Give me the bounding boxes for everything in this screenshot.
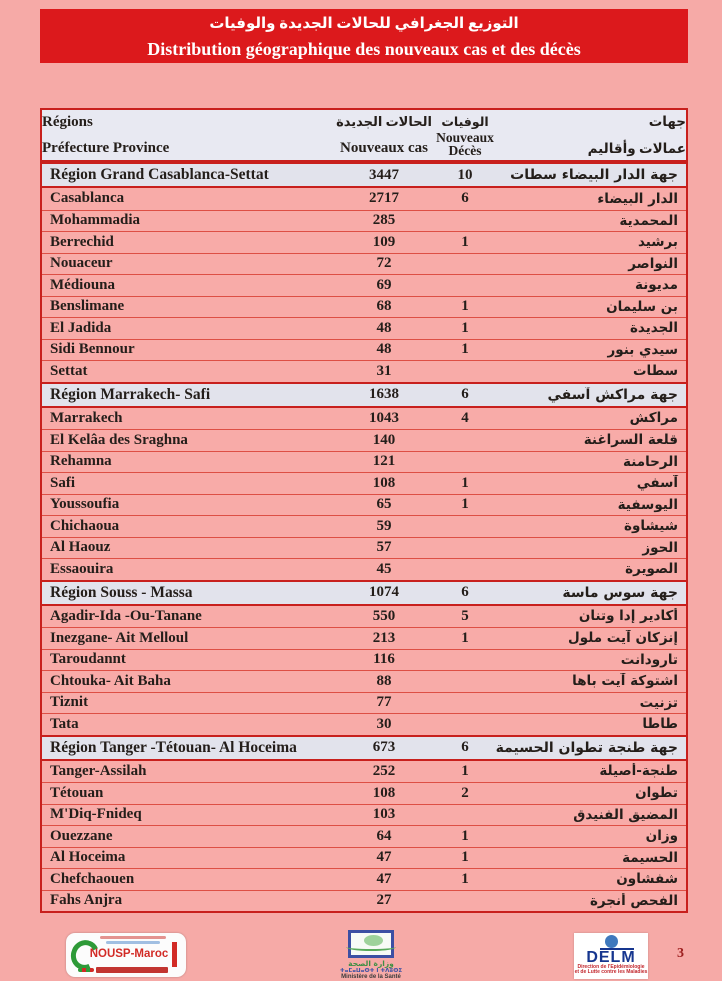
new-deaths-cell: 4 [461,409,469,426]
prefecture-row [42,317,686,339]
nousp-fineprint-top [100,936,166,939]
arabic-name-cell: طنجة-أصيلة [599,763,678,780]
arabic-name-cell: الفحص أنجرة [589,892,678,909]
arabic-name-cell: شفشاون [616,871,678,888]
new-deaths-cell: 1 [461,319,469,336]
arabic-name-cell: جهة مراكش آسفي [547,386,678,403]
header-jihat-label: جهات [648,114,686,129]
prefecture-name-cell: Ouezzane [50,827,113,844]
ministry-emblem [348,930,394,958]
new-cases-cell: 108 [372,784,396,801]
region-summary-row [42,735,686,761]
prefecture-name-cell: Sidi Bennour [50,341,135,358]
new-cases-cell: 64 [376,827,392,844]
header-regions-label: Régions [42,114,93,130]
prefecture-row [42,692,686,714]
delm-logo-text: DELM [586,948,636,966]
prefecture-row [42,782,686,804]
new-deaths-cell: 1 [461,474,469,491]
new-deaths-cell: 1 [461,629,469,646]
arabic-name-cell: طاطا [642,716,678,733]
prefecture-row [42,360,686,382]
region-summary-row [42,162,686,188]
title-banner [40,9,688,63]
arabic-name-cell: مديونة [635,277,678,294]
new-cases-cell: 72 [376,255,392,272]
prefecture-name-cell: Tiznit [50,694,89,711]
new-cases-cell: 31 [376,362,392,379]
arabic-name-cell: مراكش [629,410,678,427]
header-arabic-region-column [496,110,686,160]
prefecture-name-cell: Fahs Anjra [50,892,123,909]
arabic-name-cell: اشتوكة آيت باها [572,673,678,690]
new-cases-cell: 69 [376,276,392,293]
nousp-red-bar [172,942,177,967]
new-cases-cell: 65 [376,496,392,513]
page-number: 3 [677,946,684,961]
prefecture-row [42,472,686,494]
arabic-name-cell: شيشاوة [624,518,678,535]
header-new-deaths-column [434,110,496,160]
new-cases-cell: 88 [376,672,392,689]
new-deaths-cell: 1 [461,762,469,779]
new-cases-cell: 121 [372,453,396,470]
prefecture-row [42,649,686,671]
new-cases-cell: 27 [376,892,392,909]
new-cases-cell: 45 [376,560,392,577]
nousp-logo-text: NOUSP-Maroc [89,948,169,960]
new-cases-cell: 47 [376,849,392,866]
region-name-cell: Région Grand Casablanca-Settat [50,166,269,183]
prefecture-row [42,188,686,210]
header-new-cases-french: Nouveaux cas [340,140,428,156]
arabic-name-cell: المضيق الفنيدق [573,806,678,823]
new-cases-cell: 3447 [369,166,399,183]
nousp-fineprint-top-2 [106,941,160,944]
new-deaths-cell: 1 [461,849,469,866]
header-deaths-french-2: Décès [448,143,482,158]
arabic-name-cell: جهة طنجة تطوان الحسيمة [496,739,678,756]
nousp-dots [78,968,94,972]
new-cases-cell: 108 [372,474,396,491]
new-deaths-cell: 5 [461,607,469,624]
nousp-maroc-logo [66,933,186,977]
new-deaths-cell: 1 [461,870,469,887]
prefecture-row [42,274,686,296]
new-cases-cell: 59 [376,517,392,534]
new-cases-cell: 2717 [369,190,399,207]
prefecture-name-cell: Médiouna [50,276,116,293]
delm-subtitle-1: Direction de l'Epidémiologie [577,963,645,970]
arabic-name-cell: اليوسفية [617,496,678,513]
new-deaths-cell: 6 [461,386,469,402]
prefecture-row [42,339,686,361]
prefecture-name-cell: Tétouan [50,784,104,801]
new-cases-cell: 109 [372,233,396,250]
arabic-name-cell: الرحامنة [623,453,678,470]
prefecture-name-cell: Al Hoceima [50,849,126,866]
new-cases-cell: 103 [372,806,396,823]
arabic-name-cell: الصويرة [625,561,678,578]
prefecture-row [42,825,686,847]
prefecture-name-cell: Chefchaouen [50,870,135,887]
new-cases-cell: 77 [376,694,392,711]
new-cases-cell: 116 [373,651,395,668]
arabic-name-cell: تطوان [635,785,678,802]
arabic-name-cell: وزان [645,828,678,845]
new-deaths-cell: 1 [461,827,469,844]
arabic-name-cell: النواصر [628,255,678,272]
arabic-name-cell: أكادير إدا وتنان [578,608,678,625]
ministry-of-health-logo [323,930,419,980]
new-deaths-cell: 10 [457,166,473,183]
new-cases-cell: 252 [372,762,396,779]
prefecture-row [42,847,686,869]
prefecture-row [42,761,686,783]
table-body [42,162,686,911]
arabic-name-cell: الدار البيضاء [597,190,678,207]
new-cases-cell: 57 [376,539,392,556]
header-amalat-label: عمالات وأقاليم [587,141,686,156]
prefecture-row [42,890,686,912]
new-cases-cell: 1638 [369,386,399,402]
arabic-name-cell: المحمدية [619,212,678,229]
region-summary-row [42,382,686,408]
prefecture-name-cell: Taroudannt [50,651,126,668]
prefecture-name-cell: Nouaceur [50,255,113,272]
prefecture-name-cell: Safi [50,474,76,491]
prefecture-name-cell: Casablanca [50,190,125,207]
new-cases-cell: 48 [376,319,392,336]
prefecture-name-cell: El Kelâa des Sraghna [50,431,188,448]
prefecture-name-cell: Mohammadia [50,212,140,229]
prefecture-row [42,408,686,430]
header-new-cases-arabic: الحالات الجديدة [336,114,432,129]
prefecture-row [42,231,686,253]
new-cases-cell: 285 [372,212,396,229]
prefecture-name-cell: M'Diq-Fnideq [50,806,142,823]
arabic-name-cell: الجديدة [629,320,678,337]
new-cases-cell: 68 [376,298,392,315]
region-name-cell: Région Marrakech- Safi [50,385,211,403]
new-deaths-cell: 1 [461,341,469,358]
table-header-row [42,110,686,162]
region-summary-row [42,580,686,606]
prefecture-row [42,627,686,649]
delm-subtitle-2: et de Lutte contre les Maladies [574,969,648,975]
new-cases-cell: 550 [372,607,396,624]
header-prefecture-label: Préfecture Province [42,140,170,156]
prefecture-row [42,606,686,628]
prefecture-name-cell: Al Haouz [50,539,111,556]
prefecture-name-cell: Youssoufia [50,496,120,513]
delm-logo-dot [605,935,618,948]
prefecture-row [42,253,686,275]
prefecture-row [42,670,686,692]
prefecture-name-cell: Tata [50,715,79,732]
prefecture-row [42,451,686,473]
prefecture-name-cell: Chtouka- Ait Baha [50,672,171,689]
title-arabic: التوزيع الجغرافي للحالات الجديدة والوفيات [209,16,519,32]
arabic-name-cell: قلعة السراغنة [583,432,678,449]
distribution-table [40,108,688,913]
prefecture-name-cell: Chichaoua [50,517,120,534]
prefecture-name-cell: Tanger-Assilah [50,762,147,779]
new-deaths-cell: 6 [461,739,469,755]
prefecture-row [42,804,686,826]
prefecture-row [42,296,686,318]
new-cases-cell: 1043 [369,409,399,426]
arabic-name-cell: إنزكان آيت ملول [568,630,678,647]
prefecture-row [42,558,686,580]
prefecture-row [42,713,686,735]
prefecture-name-cell: Berrechid [50,233,114,250]
new-cases-cell: 30 [376,715,392,732]
header-deaths-arabic: الوفيات [441,115,489,129]
region-name-cell: Région Souss - Massa [50,583,193,601]
header-new-cases-column [334,110,434,160]
new-deaths-cell: 1 [461,233,469,250]
arabic-name-cell: آسفي [636,475,678,492]
region-name-cell: Région Tanger -Tétouan- Al Hoceima [50,738,297,756]
prefecture-row [42,515,686,537]
arabic-name-cell: تارودانت [620,651,678,668]
prefecture-row [42,494,686,516]
prefecture-row [42,210,686,232]
new-cases-cell: 1074 [369,584,399,600]
ministry-emblem-wave [346,943,396,951]
header-region-column [42,110,334,160]
ministry-name-arabic: وزارة الصحة [348,959,394,968]
arabic-name-cell: الحسيمة [622,849,678,866]
prefecture-name-cell: Marrakech [50,409,123,426]
prefecture-row [42,537,686,559]
new-cases-cell: 673 [372,739,396,755]
arabic-name-cell: سيدي بنور [607,341,678,358]
new-deaths-cell: 2 [461,784,469,801]
prefecture-name-cell: Benslimane [50,298,125,315]
prefecture-name-cell: Agadir-Ida -Ou-Tanane [50,607,202,624]
arabic-name-cell: الحوز [642,539,678,556]
arabic-name-cell: بن سليمان [606,298,678,315]
prefecture-row [42,868,686,890]
ministry-name-french: Ministère de la Santé [341,974,401,980]
new-cases-cell: 48 [376,341,392,358]
new-cases-cell: 140 [372,431,396,448]
arabic-name-cell: جهة سوس ماسة [562,584,678,601]
arabic-name-cell: تزنيت [639,694,678,711]
new-deaths-cell: 6 [461,190,469,207]
new-cases-cell: 213 [372,629,396,646]
prefecture-name-cell: El Jadida [50,319,112,336]
prefecture-name-cell: Settat [50,362,88,379]
new-deaths-cell: 6 [461,584,469,600]
header-deaths-french-1: Nouveaux [436,129,494,145]
prefecture-name-cell: Inezgane- Ait Melloul [50,629,189,646]
arabic-name-cell: جهة الدار البيضاء سطات [510,167,678,183]
delm-logo [574,933,648,979]
footer [40,930,688,980]
prefecture-name-cell: Essaouira [50,560,114,577]
arabic-name-cell: برشيد [637,234,678,251]
nousp-fineprint-bottom [96,967,168,973]
new-deaths-cell: 1 [461,496,469,513]
prefecture-row [42,429,686,451]
title-french: Distribution géographique des nouveaux cas et des décès [147,39,581,59]
new-deaths-cell: 1 [461,298,469,315]
ministry-name-tifinagh: ⵜⴰⵎⴰⵡⴰⵙⵜ ⵏ ⵜⴷⵓⵙⵉ [339,968,403,974]
prefecture-name-cell: Rehamna [50,453,112,470]
arabic-name-cell: سطات [632,363,678,380]
new-cases-cell: 47 [376,870,392,887]
